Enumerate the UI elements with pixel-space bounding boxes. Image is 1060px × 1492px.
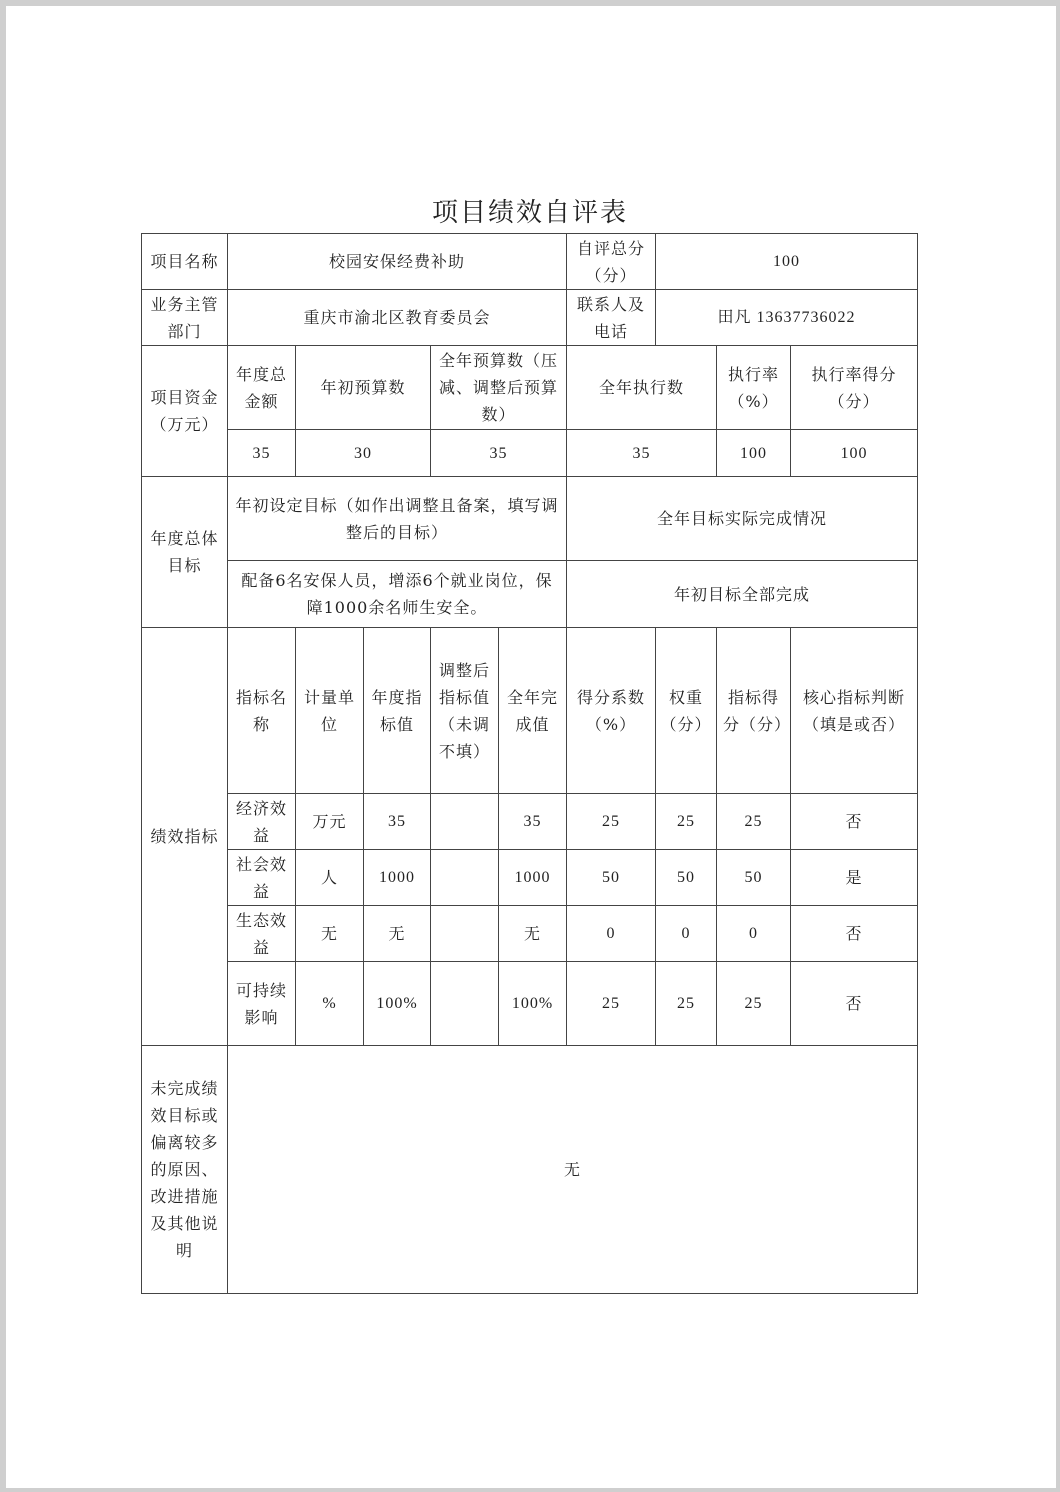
indicator-row-1-core-judgment: 是 [790, 849, 918, 906]
indicator-row-1-unit: 人 [295, 849, 364, 906]
indicator-row-3-score: 25 [716, 961, 791, 1046]
remarks-value: 无 [227, 1045, 918, 1294]
indicator-row-0-completed-value: 35 [498, 793, 567, 850]
evaluation-table [141, 233, 918, 1294]
department-label: 业务主管部门 [141, 289, 228, 346]
indicator-row-0-weight: 25 [655, 793, 717, 850]
project-name-value: 校园安保经费补助 [227, 233, 567, 290]
indicator-row-0-annual-value: 35 [363, 793, 431, 850]
indicator-row-0-core-judgment: 否 [790, 793, 918, 850]
indicator-header-completed-value: 全年完成值 [498, 627, 567, 794]
indicator-row-3-adjusted-value [430, 961, 499, 1046]
indicator-header-weight: 权重（分） [655, 627, 717, 794]
indicator-row-0-score: 25 [716, 793, 791, 850]
indicator-row-1-name: 社会效益 [227, 849, 296, 906]
goals-actual-header: 全年目标实际完成情况 [566, 476, 918, 561]
funds-header-rate-score: 执行率得分（分） [790, 345, 918, 430]
self-score-label: 自评总分（分） [566, 233, 656, 290]
indicator-header-name: 指标名称 [227, 627, 296, 794]
funds-header-annual-total: 年度总金额 [227, 345, 296, 430]
indicator-row-2-annual-value: 无 [363, 905, 431, 962]
indicator-row-3-completed-value: 100% [498, 961, 567, 1046]
indicator-header-score-coefficient: 得分系数（%） [566, 627, 656, 794]
funds-value-rate-score: 100 [790, 429, 918, 477]
indicator-row-2-weight: 0 [655, 905, 717, 962]
indicator-row-1-score: 50 [716, 849, 791, 906]
funds-header-adjusted-budget: 全年预算数（压减、调整后预算数） [430, 345, 567, 430]
document-title: 项目绩效自评表 [431, 198, 628, 228]
funds-header-executed: 全年执行数 [566, 345, 717, 430]
indicator-row-1-completed-value: 1000 [498, 849, 567, 906]
indicator-row-2-adjusted-value [430, 905, 499, 962]
funds-label: 项目资金（万元） [141, 345, 228, 477]
self-score-value: 100 [655, 233, 918, 290]
funds-header-initial-budget: 年初预算数 [295, 345, 431, 430]
goals-set-value: 配备6名安保人员，增添6个就业岗位，保障1000余名师生安全。 [227, 560, 567, 628]
indicator-header-adjusted-value: 调整后指标值（未调不填） [430, 627, 499, 794]
indicator-row-2-score: 0 [716, 905, 791, 962]
indicator-header-score: 指标得分（分） [716, 627, 791, 794]
goals-label: 年度总体目标 [141, 476, 228, 628]
contact-label: 联系人及电话 [566, 289, 656, 346]
contact-value: 田凡 13637736022 [655, 289, 918, 346]
indicator-row-2-score-coefficient: 0 [566, 905, 656, 962]
goals-set-header: 年初设定目标（如作出调整且备案，填写调整后的目标） [227, 476, 567, 561]
indicator-row-2-unit: 无 [295, 905, 364, 962]
indicator-row-1-score-coefficient: 50 [566, 849, 656, 906]
indicator-row-3-score-coefficient: 25 [566, 961, 656, 1046]
indicator-row-2-name: 生态效益 [227, 905, 296, 962]
funds-value-adjusted-budget: 35 [430, 429, 567, 477]
indicator-row-3-name: 可持续影响 [227, 961, 296, 1046]
project-name-label: 项目名称 [141, 233, 228, 290]
indicator-header-core-judgment: 核心指标判断（填是或否） [790, 627, 918, 794]
funds-value-annual-total: 35 [227, 429, 296, 477]
funds-value-execution-rate: 100 [716, 429, 791, 477]
indicator-row-3-core-judgment: 否 [790, 961, 918, 1046]
funds-value-executed: 35 [566, 429, 717, 477]
indicator-row-1-weight: 50 [655, 849, 717, 906]
indicator-row-0-unit: 万元 [295, 793, 364, 850]
indicator-row-3-annual-value: 100% [363, 961, 431, 1046]
indicators-label: 绩效指标 [141, 627, 228, 1046]
indicator-row-0-name: 经济效益 [227, 793, 296, 850]
indicator-header-annual-value: 年度指标值 [363, 627, 431, 794]
funds-value-initial-budget: 30 [295, 429, 431, 477]
indicator-row-1-annual-value: 1000 [363, 849, 431, 906]
indicator-row-3-weight: 25 [655, 961, 717, 1046]
indicator-row-3-unit: % [295, 961, 364, 1046]
funds-header-execution-rate: 执行率（%） [716, 345, 791, 430]
indicator-row-2-completed-value: 无 [498, 905, 567, 962]
indicator-row-0-adjusted-value [430, 793, 499, 850]
remarks-label: 未完成绩效目标或偏离较多的原因、改进措施及其他说明 [141, 1045, 228, 1294]
indicator-row-0-score-coefficient: 25 [566, 793, 656, 850]
indicator-row-2-core-judgment: 否 [790, 905, 918, 962]
indicator-header-unit: 计量单位 [295, 627, 364, 794]
department-value: 重庆市渝北区教育委员会 [227, 289, 567, 346]
goals-actual-value: 年初目标全部完成 [566, 560, 918, 628]
indicator-row-1-adjusted-value [430, 849, 499, 906]
